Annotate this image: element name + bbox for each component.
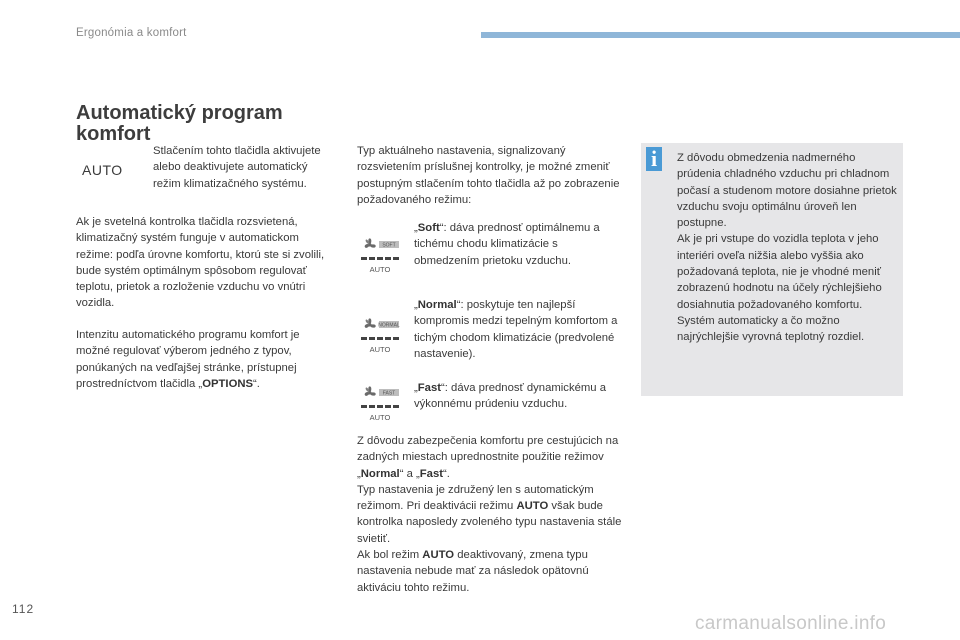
header-accent-bar [481, 32, 960, 38]
intro-text: Stlačením tohto tlačidla aktivujete alebo deaktivujete automatický režim klimatizačného systému. [153, 145, 321, 190]
watermark: carmanualsonline.info [695, 613, 887, 634]
mode-soft-text: „Soft“: dáva prednosť optimálnemu a tichému chodu klimatizácie s obmedzením prietoku vzduchu. [414, 222, 600, 267]
paragraph-safety: Z dôvodu zabezpečenia komfortu pre cestujúcich na zadných miestach uprednostnite použitie režimov „Normal“ a „Fast“. Typ nastavenia je združený len s automatickým režimom. Pri deaktivácii režimu AUTO však bude kontrolka naposledy zvoleného typu nastavenia stále svietiť. Ak bol režim AUTO deaktivovaný, zmena typu nastavenia nebude mať za následok opätovnú aktiváciu tohto režimu. [357, 435, 622, 594]
paragraph-intensity: Intenzitu automatického programu komfort je možné regulovať výberom jedného z typov, ponúkaných na vedľajšej stránke, prístupnej prostredníctvom tlačidla „OPTIONS“. [76, 329, 300, 390]
paragraph-light: Ak je svetelná kontrolka tlačidla rozsvietená, klimatizačný systém funguje v automatickom režime: podľa úrovne komfortu, ktorú ste si zvolili, bude systém optimálnym spôsobom regulovať teplotu, prietok a rozloženie vzduchu vo vnútri vozidla. [76, 216, 325, 310]
soft-mode-icon [359, 232, 403, 274]
info-icon: i [646, 147, 662, 171]
soft-tag: SOFT [382, 242, 396, 249]
page-number: 112 [12, 602, 35, 616]
info-text: Z dôvodu obmedzenia nadmerného prúdenia chladného vzduchu pri chladnom počasí a studenom motore dosiahne prietok vzduchu svoju optimálnu úroveň len postupne. Ak je pri vstupe do vozidla teplota v jeho interiéri oveľa nižšia alebo vyššia ako požadovaná teplota, nie je vhodné meniť zobrazenú hodnotu na účely rýchlejšieho dosiahnutia požadovaného komfortu. Systém automaticky a čo možno najrýchlejšie vyrovná teplotný rozdiel. [677, 152, 897, 344]
fast-mode-icon [359, 380, 403, 422]
normal-mode-icon [359, 312, 403, 354]
soft-auto-tag: AUTO [369, 265, 391, 274]
section-title: Ergonómia a komfort [76, 27, 187, 39]
mode-fast-text: „Fast“: dáva prednosť dynamickému a výkonnému prúdeniu vzduchu. [414, 382, 606, 411]
paragraph-type: Typ aktuálneho nastavenia, signalizovaný rozsvietením príslušnej kontrolky, je možné zmeniť postupným stlačením tohto tlačidla až po zobrazenie požadovaného režimu: [357, 145, 620, 206]
mode-normal-text: „Normal“: poskytuje ten najlepší kompromis medzi tepelným komfortom a tichým chodom klimatizácie (predvolené nastavenie). [414, 299, 618, 360]
options-label: OPTIONS [202, 377, 254, 390]
page-title: Automatický program komfort [76, 102, 283, 145]
auto-button-symbol: AUTO [82, 162, 123, 178]
fast-auto-tag: AUTO [369, 413, 391, 422]
normal-tag: NORMAL [378, 322, 400, 329]
normal-auto-tag: AUTO [369, 345, 391, 354]
fast-tag: FAST [382, 390, 396, 397]
